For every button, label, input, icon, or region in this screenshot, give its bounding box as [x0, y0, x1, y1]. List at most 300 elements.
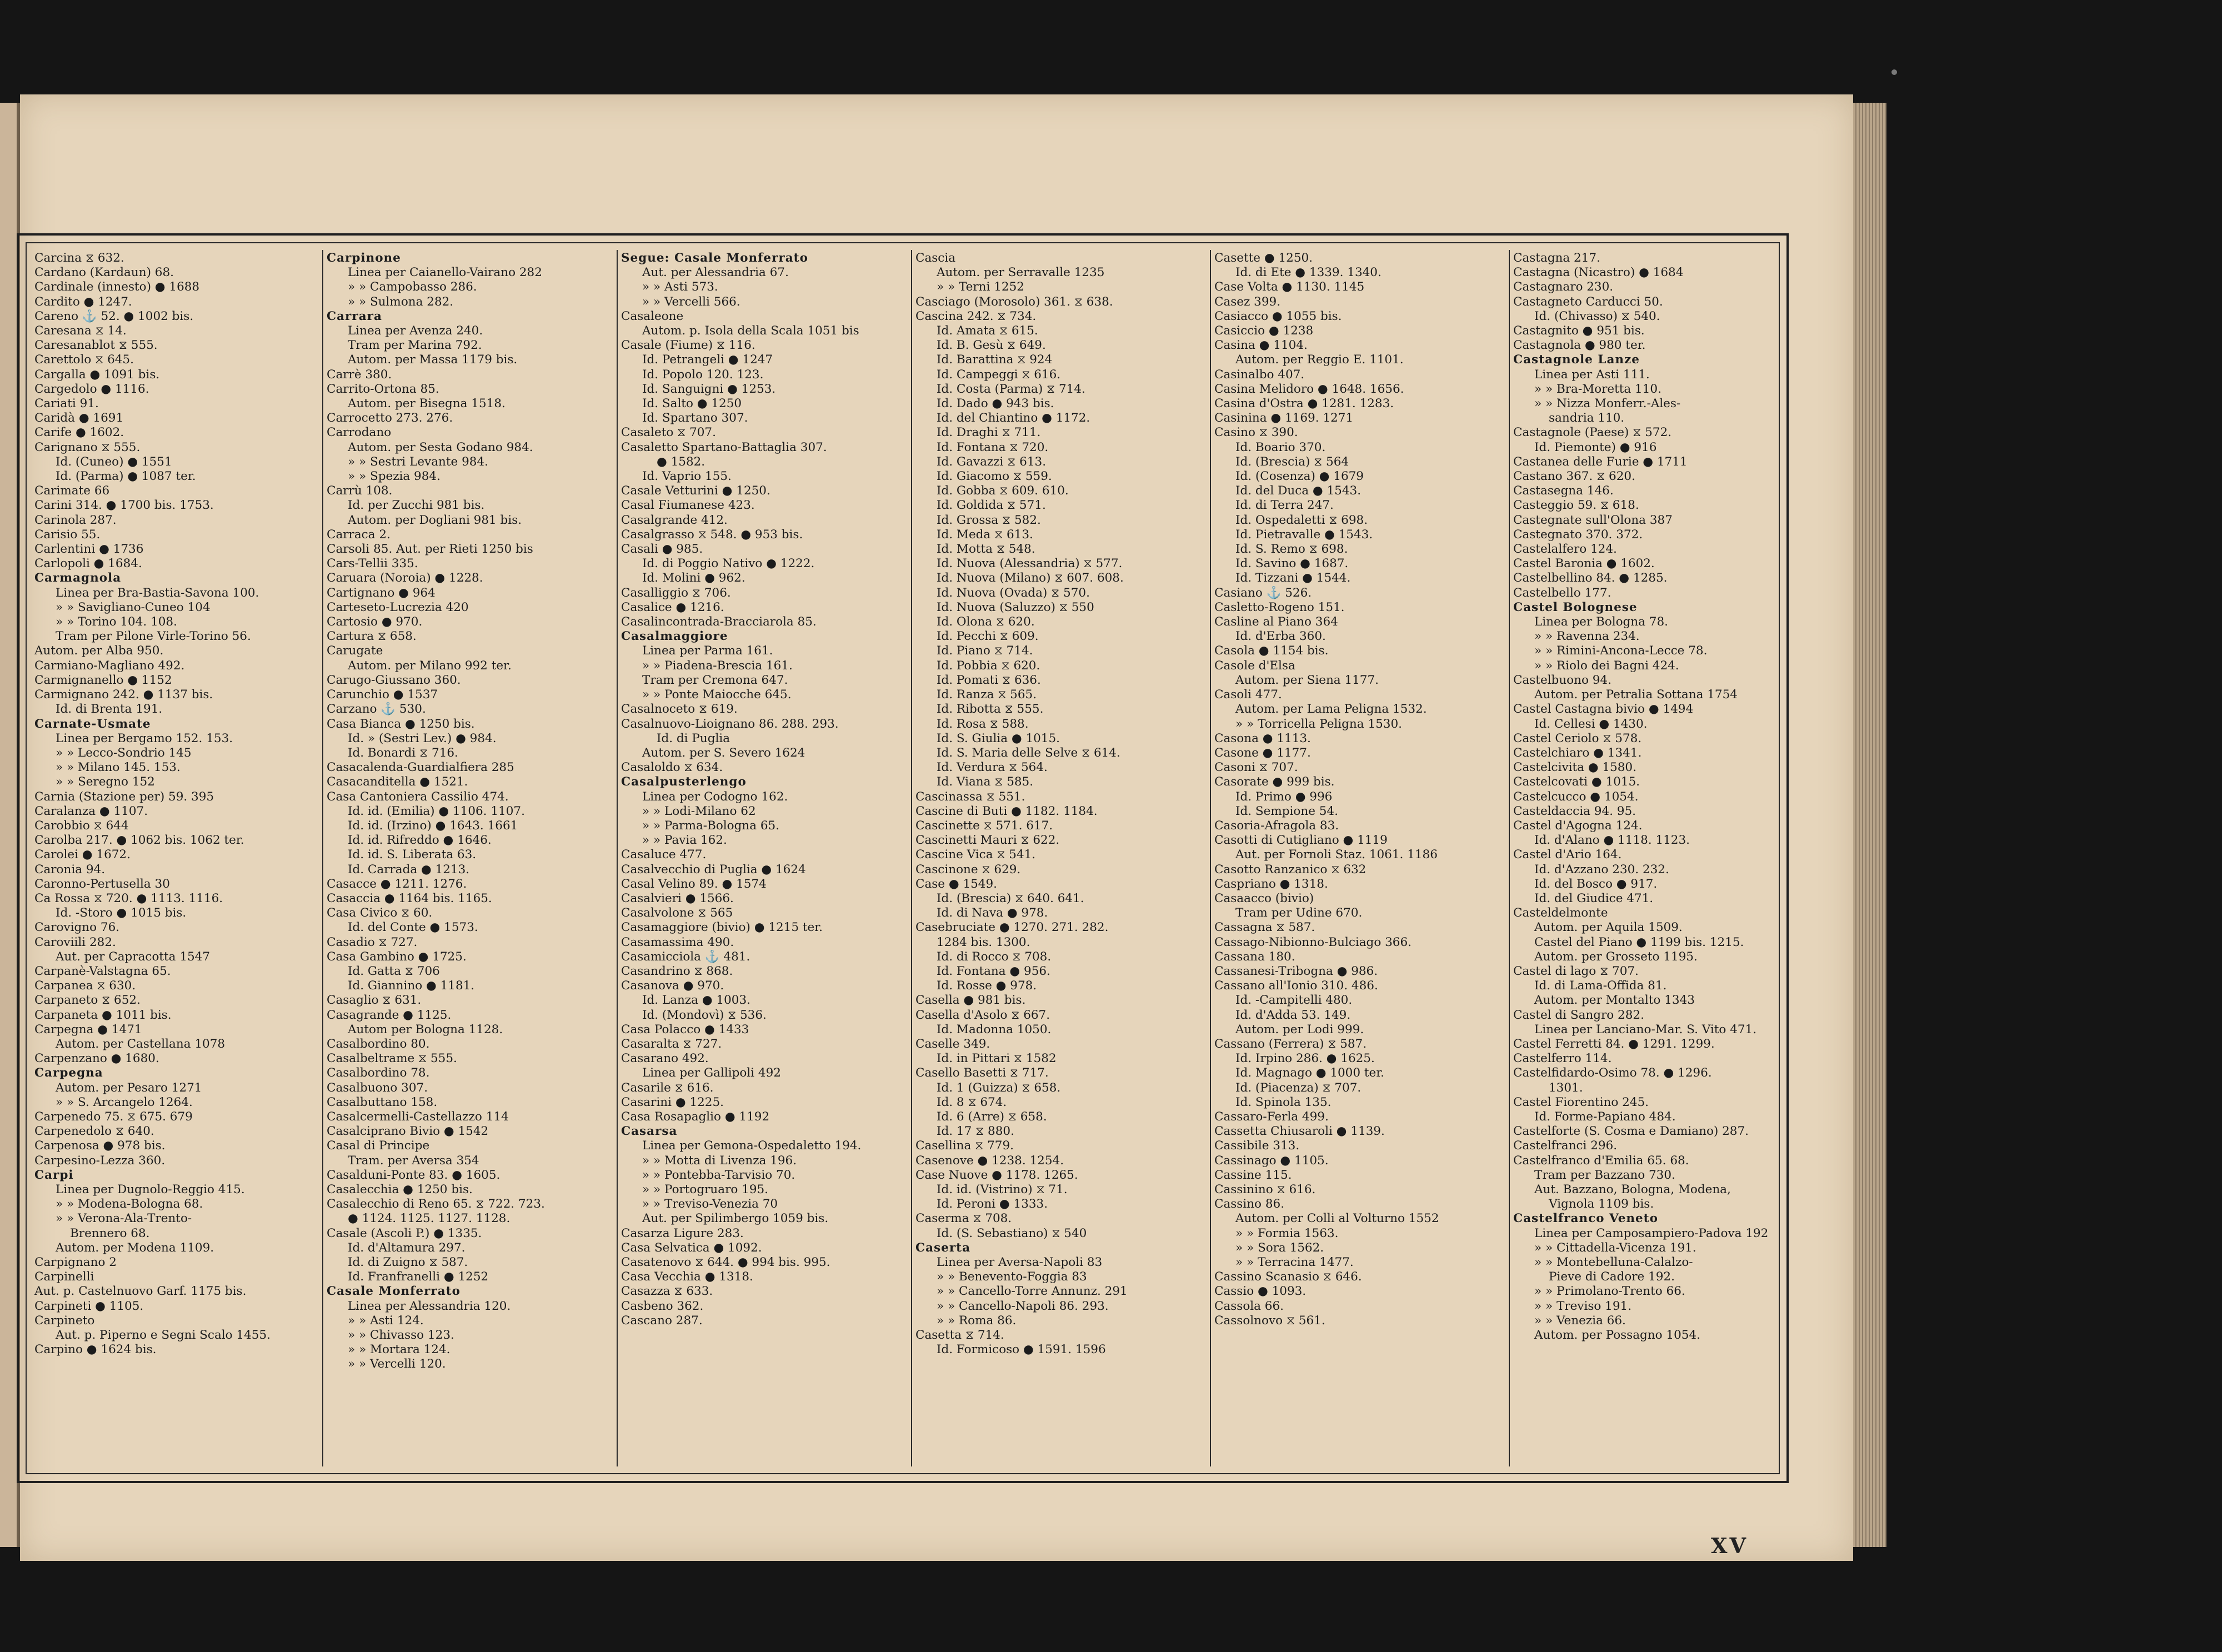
index-entry: » » Chivasso 123.	[348, 1328, 454, 1343]
index-entry: Id. (Brescia) ⧖ 564	[1235, 454, 1349, 469]
index-entry: » » Cittadella-Vicenza 191.	[1534, 1240, 1696, 1255]
index-entry: Id. -Storo ● 1015 bis.	[56, 906, 187, 920]
index-entry: Id. Pecchi ⧖ 609.	[937, 629, 1039, 644]
index-heading: Segue: Casale Monferrato	[621, 251, 808, 265]
index-entry: Casoria-Afragola 83.	[1214, 818, 1339, 833]
index-entry: Autom per Bologna 1128.	[348, 1022, 503, 1037]
index-entry: Id. di Puglia	[657, 731, 730, 745]
index-entry: Carugo-Giussano 360.	[327, 673, 461, 687]
index-entry: Id. Nuova (Saluzzo) ⧖ 550	[937, 600, 1094, 614]
index-entry: Cargalla ● 1091 bis.	[34, 367, 160, 382]
index-entry: Castagnola ● 980 ter.	[1513, 338, 1646, 353]
index-entry: Casiano ⚓ 526.	[1214, 585, 1312, 600]
index-entry: » » Pavia 162.	[642, 833, 727, 848]
index-entry: Cassetta Chiusaroli ● 1139.	[1214, 1124, 1385, 1139]
column-divider	[322, 250, 323, 1466]
index-entry: Linea per Dugnolo-Reggio 415.	[56, 1183, 245, 1197]
index-entry: Castelfranco d'Emilia 65. 68.	[1513, 1153, 1689, 1168]
index-entry: Casinalbo 407.	[1214, 367, 1305, 382]
index-entry: Linea per Caianello-Vairano 282	[348, 266, 542, 280]
index-entry: Linea per Asti 111.	[1534, 367, 1650, 382]
index-entry: Autom. per Milano 992 ter.	[348, 658, 512, 673]
index-entry: Autom. per Lama Peligna 1532.	[1235, 702, 1427, 717]
index-entry: Carobbio ⧖ 644	[34, 818, 129, 833]
index-heading: Castelfranco Veneto	[1513, 1212, 1658, 1226]
index-entry: Casale (Fiume) ⧖ 116.	[621, 338, 755, 353]
index-entry: Cascina 242. ⧖ 734.	[915, 309, 1037, 323]
index-entry: » » Verona-Ala-Trento-	[56, 1212, 192, 1226]
index-entry: Id. Goldida ⧖ 571.	[937, 498, 1046, 513]
index-entry: Castel d'Agogna 124.	[1513, 818, 1643, 833]
index-entry: Carinola 287.	[34, 513, 117, 527]
index-entry: Cassinino ⧖ 616.	[1214, 1183, 1316, 1197]
index-entry: Autom. per Colli al Volturno 1552	[1235, 1212, 1439, 1226]
index-entry: Autom. per Alba 950.	[34, 644, 164, 658]
index-entry: » » Cancello-Napoli 86. 293.	[937, 1299, 1109, 1313]
index-entry: » » Campobasso 286.	[348, 280, 477, 294]
index-entry: Id. Madonna 1050.	[937, 1022, 1052, 1037]
index-entry: Tram per Udine 670.	[1235, 906, 1363, 920]
index-entry: Casalice ● 1216.	[621, 600, 724, 614]
index-entry: Castelfranci 296.	[1513, 1139, 1618, 1153]
index-entry: Id. Motta ⧖ 548.	[937, 542, 1035, 557]
index-entry: Linea per Bra-Bastia-Savona 100.	[56, 585, 259, 600]
index-entry: Id. Peroni ● 1333.	[937, 1197, 1048, 1212]
index-entry: Casalbuttano 158.	[327, 1095, 438, 1109]
index-entry: Autom. per Massa 1179 bis.	[348, 353, 518, 367]
index-entry: » » Sora 1562.	[1235, 1240, 1324, 1255]
index-entry: Carugate	[327, 644, 383, 658]
index-entry: Casal di Principe	[327, 1139, 430, 1153]
index-entry: » » Terni 1252	[937, 280, 1024, 294]
index-entry: Cascano 287.	[621, 1313, 703, 1328]
index-entry: Carpesino-Lezza 360.	[34, 1153, 166, 1168]
index-entry: Id. (Chivasso) ⧖ 540.	[1534, 309, 1660, 323]
index-heading: Carpinone	[327, 251, 401, 265]
index-entry: Carpegna ● 1471	[34, 1022, 142, 1037]
index-entry: Autom. per Serravalle 1235	[937, 266, 1105, 280]
index-entry: Casaccia ● 1164 bis. 1165.	[327, 891, 492, 905]
index-entry: Id. Cellesi ● 1430.	[1534, 717, 1648, 731]
index-entry: Tram per Cremona 647.	[642, 673, 788, 687]
index-entry: Castelcucco ● 1054.	[1513, 789, 1639, 804]
index-heading: Carnate-Usmate	[34, 717, 151, 731]
index-entry: Caresanablot ⧖ 555.	[34, 338, 158, 353]
index-entry: » » Primolano-Trento 66.	[1534, 1284, 1685, 1299]
index-entry: Carrocetto 273. 276.	[327, 411, 453, 425]
index-entry: » » S. Arcangelo 1264.	[56, 1095, 193, 1109]
index-entry: Casteldelmonte	[1513, 906, 1608, 920]
index-entry: Casamaggiore (bivio) ● 1215 ter.	[621, 920, 823, 935]
index-entry: Cartosio ● 970.	[327, 615, 423, 629]
index-column-6	[1513, 251, 1774, 1468]
index-entry: Id. Meda ⧖ 613.	[937, 527, 1033, 542]
index-entry: Casebruciate ● 1270. 271. 282.	[915, 920, 1109, 935]
index-entry: Casez 399.	[1214, 294, 1281, 309]
index-entry: Id. del Chiantino ● 1172.	[937, 411, 1090, 425]
index-entry: Casale (Ascoli P.) ● 1335.	[327, 1226, 482, 1240]
index-entry: Linea per Bologna 78.	[1534, 615, 1668, 629]
index-entry: » » Torricella Peligna 1530.	[1235, 717, 1402, 731]
index-entry: Cassanesi-Tribogna ● 986.	[1214, 964, 1378, 978]
index-entry: » » Riolo dei Bagni 424.	[1534, 658, 1679, 673]
index-entry: Cassio ● 1093.	[1214, 1284, 1307, 1299]
index-column-1	[34, 251, 318, 1468]
index-entry: Carpineti ● 1105.	[34, 1299, 144, 1313]
index-entry: » » Asti 124.	[348, 1313, 424, 1328]
index-entry: Casaletto Spartano-Battaglia 307.	[621, 440, 827, 454]
index-entry: » » Sestri Levante 984.	[348, 454, 488, 469]
index-entry: » » Asti 573.	[642, 280, 718, 294]
index-entry: Id. Pobbia ⧖ 620.	[937, 658, 1040, 673]
page-number: XV	[1711, 1533, 1748, 1558]
index-entry: Carignano ⧖ 555.	[34, 440, 141, 454]
index-entry: Casale Vetturini ● 1250.	[621, 484, 770, 498]
index-entry: Id. Bonardi ⧖ 716.	[348, 745, 458, 760]
index-entry: Casalbeltrame ⧖ 555.	[327, 1052, 457, 1066]
index-entry: Castel Ferretti 84. ● 1291. 1299.	[1513, 1037, 1715, 1051]
index-entry: » » Portogruaro 195.	[642, 1183, 769, 1197]
index-entry: Carpinelli	[34, 1270, 94, 1284]
index-entry: Casotti di Cutigliano ● 1119	[1214, 833, 1388, 848]
index-heading: Casarsa	[621, 1124, 678, 1139]
index-entry: Carpignano 2	[34, 1255, 117, 1270]
index-entry: » » Rimini-Ancona-Lecce 78.	[1534, 644, 1708, 658]
index-entry: Castelbuono 94.	[1513, 673, 1612, 687]
index-heading: Casalmaggiore	[621, 629, 728, 644]
index-entry: Castel Castagna bivio ● 1494	[1513, 702, 1694, 717]
index-entry: » » Vercelli 566.	[642, 294, 740, 309]
index-entry: Id. (Parma) ● 1087 ter.	[56, 469, 196, 484]
index-entry: Autom. per Bisegna 1518.	[348, 397, 506, 411]
index-entry: Id. di Rocco ⧖ 708.	[937, 949, 1052, 964]
index-entry: Casalduni-Ponte 83. ● 1605.	[327, 1168, 501, 1182]
index-entry: Id. in Pittari ⧖ 1582	[937, 1052, 1057, 1066]
index-entry: Linea per Camposampiero-Padova 192	[1534, 1226, 1769, 1240]
index-entry: Castagna 217.	[1513, 251, 1600, 265]
index-entry: Casaleto ⧖ 707.	[621, 425, 716, 440]
index-heading: Caserta	[915, 1240, 971, 1255]
index-entry: Carpino ● 1624 bis.	[34, 1343, 157, 1357]
index-entry: Id. Gobba ⧖ 609. 610.	[937, 484, 1069, 498]
index-entry: Id. 8 ⧖ 674.	[937, 1095, 1007, 1109]
index-column-4	[915, 251, 1204, 1468]
index-entry: Id. Molini ● 962.	[642, 571, 745, 585]
index-entry: Id. » (Sestri Lev.) ● 984.	[348, 731, 497, 745]
index-entry: Id. di Terra 247.	[1235, 498, 1334, 513]
index-entry: Castelferro 114.	[1513, 1052, 1612, 1066]
index-entry: sandria 110.	[1549, 411, 1625, 425]
index-entry: Casal Fiumanese 423.	[621, 498, 755, 513]
index-entry: Cassagna ⧖ 587.	[1214, 920, 1315, 935]
index-entry: Casalcermelli-Castellazzo 114	[327, 1109, 509, 1124]
index-entry: Id. di Zuigno ⧖ 587.	[348, 1255, 468, 1270]
index-entry: Id. Olona ⧖ 620.	[937, 615, 1035, 629]
index-entry: Id. Pietravalle ● 1543.	[1235, 527, 1373, 542]
index-entry: Casalbuono 307.	[327, 1080, 428, 1095]
index-entry: Castegnato 370. 372.	[1513, 527, 1643, 542]
index-entry: » » Milano 145. 153.	[56, 760, 181, 775]
index-entry: Cascia	[915, 251, 956, 265]
index-entry: Id. di Nava ● 978.	[937, 906, 1048, 920]
index-entry: Autom. per Dogliani 981 bis.	[348, 513, 522, 527]
index-entry: Cardinale (innesto) ● 1688	[34, 280, 200, 294]
index-entry: Castano 367. ⧖ 620.	[1513, 469, 1635, 484]
index-entry: Castel Fiorentino 245.	[1513, 1095, 1649, 1109]
index-entry: Casaloldo ⧖ 634.	[621, 760, 723, 775]
index-entry: Caruara (Noroia) ● 1228.	[327, 571, 483, 585]
index-entry: Carmiano-Magliano 492.	[34, 658, 185, 673]
index-entry: Casalliggio ⧖ 706.	[621, 585, 731, 600]
index-entry: Id. d'Alano ● 1118. 1123.	[1534, 833, 1690, 848]
index-entry: Casone ● 1177.	[1214, 745, 1311, 760]
index-entry: Casino ⧖ 390.	[1214, 425, 1298, 440]
index-entry: Casteggio 59. ⧖ 618.	[1513, 498, 1639, 513]
index-entry: Casarano 492.	[621, 1052, 709, 1066]
index-entry: Id. Primo ● 996	[1235, 789, 1333, 804]
index-heading: Carrara	[327, 309, 382, 323]
index-entry: Casalciprano Bivio ● 1542	[327, 1124, 489, 1139]
index-entry: Autom. per Sesta Godano 984.	[348, 440, 533, 454]
index-entry: Cassano (Ferrera) ⧖ 587.	[1214, 1037, 1367, 1051]
index-entry: Careno ⚓ 52. ● 1002 bis.	[34, 309, 194, 323]
index-entry: Cartignano ● 964	[327, 585, 436, 600]
index-entry: Casinina ● 1169. 1271	[1214, 411, 1354, 425]
index-entry: Cascine di Buti ● 1182. 1184.	[915, 804, 1098, 818]
index-table-frame	[17, 233, 1789, 1483]
index-entry: Casarini ● 1225.	[621, 1095, 724, 1109]
index-entry: Casaglio ⧖ 631.	[327, 993, 422, 1008]
index-entry: Id. Rosa ⧖ 588.	[937, 717, 1029, 731]
index-entry: Carrè 380.	[327, 367, 392, 382]
index-entry: Cascine Vica ⧖ 541.	[915, 848, 1036, 862]
index-entry: Autom. p. Isola della Scala 1051 bis	[642, 324, 859, 338]
index-entry: Casalecchia ● 1250 bis.	[327, 1183, 473, 1197]
index-table	[26, 242, 1780, 1474]
index-entry: Id. d'Erba 360.	[1235, 629, 1326, 644]
index-entry: Pieve di Cadore 192.	[1549, 1270, 1675, 1284]
index-entry: Casaluce 477.	[621, 848, 707, 862]
index-entry: Id. Carrada ● 1213.	[348, 862, 470, 877]
index-entry: Id. Ospedaletti ⧖ 698.	[1235, 513, 1368, 527]
index-entry: Id. 17 ⧖ 880.	[937, 1124, 1014, 1139]
index-entry: Caselle 349.	[915, 1037, 990, 1051]
index-heading: Castel Bolognese	[1513, 600, 1638, 614]
index-column-2	[327, 251, 611, 1468]
index-entry: Id. id. S. Liberata 63.	[348, 848, 477, 862]
index-entry: Casatenovo ⧖ 644. ● 994 bis. 995.	[621, 1255, 830, 1270]
index-entry: Id. Sanguigni ● 1253.	[642, 382, 776, 396]
index-entry: Id. (Mondovì) ⧖ 536.	[642, 1008, 767, 1022]
index-entry: Id. S. Giulia ● 1015.	[937, 731, 1060, 745]
index-entry: Id. Magnago ● 1000 ter.	[1235, 1066, 1384, 1080]
column-divider	[617, 250, 618, 1466]
index-entry: » » Ravenna 234.	[1534, 629, 1640, 644]
index-entry: Id. Dado ● 943 bis.	[937, 397, 1054, 411]
index-entry: Castelcivita ● 1580.	[1513, 760, 1637, 775]
index-entry: Case ● 1549.	[915, 877, 998, 891]
index-entry: » » Pontebba-Tarvisio 70.	[642, 1168, 795, 1182]
index-entry: Id. Barattina ⧖ 924	[937, 353, 1053, 367]
index-entry: Cascinette ⧖ 571. 617.	[915, 818, 1053, 833]
index-entry: Id. Gavazzi ⧖ 613.	[937, 454, 1047, 469]
column-divider	[1509, 250, 1510, 1466]
index-entry: Castelfidardo-Osimo 78. ● 1296.	[1513, 1066, 1712, 1080]
index-entry: Caronno-Pertusella 30	[34, 877, 170, 891]
index-entry: Id. Gatta ⧖ 706	[348, 964, 440, 978]
index-entry: Id. Salto ● 1250	[642, 397, 742, 411]
index-entry: Id. di Poggio Nativo ● 1222.	[642, 557, 815, 571]
column-divider	[911, 250, 912, 1466]
index-entry: Id. Grossa ⧖ 582.	[937, 513, 1041, 527]
index-heading: Carmagnola	[34, 571, 122, 585]
index-entry: Cassaro-Ferla 499.	[1214, 1109, 1329, 1124]
index-entry: » » Lecco-Sondrio 145	[56, 745, 192, 760]
index-entry: Carisio 55.	[34, 527, 101, 542]
index-entry: Id. Spinola 135.	[1235, 1095, 1332, 1109]
index-entry: Casalnuovo-Lioignano 86. 288. 293.	[621, 717, 839, 731]
index-entry: Id. Draghi ⧖ 711.	[937, 425, 1041, 440]
index-entry: Id. 6 (Arre) ⧖ 658.	[937, 1109, 1047, 1124]
index-entry: Castelalfero 124.	[1513, 542, 1617, 557]
dust-speck	[1891, 69, 1897, 75]
index-entry: Id. Boario 370.	[1235, 440, 1326, 454]
index-entry: Id. Piemonte) ● 916	[1534, 440, 1657, 454]
index-entry: Castel di Sangro 282.	[1513, 1008, 1644, 1022]
index-entry: Casacce ● 1211. 1276.	[327, 877, 467, 891]
index-entry: Ca Rossa ⧖ 720. ● 1113. 1116.	[34, 891, 223, 905]
index-entry: » » Roma 86.	[937, 1313, 1017, 1328]
index-entry: Brennero 68.	[70, 1226, 150, 1240]
index-entry: Casteldaccia 94. 95.	[1513, 804, 1636, 818]
index-entry: Casette ● 1250.	[1214, 251, 1313, 265]
index-entry: Casbeno 362.	[621, 1299, 704, 1313]
index-entry: Cariati 91.	[34, 397, 99, 411]
index-entry: Tram per Pilone Virle-Torino 56.	[56, 629, 251, 644]
index-entry: Casamicciola ⚓ 481.	[621, 949, 750, 964]
index-entry: Casello Basetti ⧖ 717.	[915, 1066, 1049, 1080]
index-entry: Castagnaro 230.	[1513, 280, 1614, 294]
index-entry: Carovigno 76.	[34, 920, 120, 935]
index-entry: Casina Melidoro ● 1648. 1656.	[1214, 382, 1404, 396]
index-entry: Id. Giacomo ⧖ 559.	[937, 469, 1052, 484]
index-entry: Id. Savino ● 1687.	[1235, 557, 1349, 571]
index-entry: Cassibile 313.	[1214, 1139, 1300, 1153]
index-heading: Casalpusterlengo	[621, 775, 747, 789]
index-entry: Casa Civico ⧖ 60.	[327, 906, 433, 920]
index-entry: Casalbordino 80.	[327, 1037, 430, 1051]
index-entry: Carcina ⧖ 632.	[34, 251, 124, 265]
index-entry: Id. del Conte ● 1573.	[348, 920, 478, 935]
index-entry: Casacanditella ● 1521.	[327, 775, 468, 789]
index-entry: Carteseto-Lucrezia 420	[327, 600, 469, 614]
index-entry: » » Motta di Livenza 196.	[642, 1153, 797, 1168]
index-entry: Carini 314. ● 1700 bis. 1753.	[34, 498, 214, 513]
index-entry: Carsoli 85. Aut. per Rieti 1250 bis	[327, 542, 533, 557]
index-entry: Id. del Duca ● 1543.	[1235, 484, 1362, 498]
index-entry: Caspriano ● 1318.	[1214, 877, 1328, 891]
index-entry: Casanova ● 970.	[621, 979, 724, 993]
index-entry: Carpaneto ⧖ 652.	[34, 993, 141, 1008]
index-entry: Carrù 108.	[327, 484, 393, 498]
index-entry: Id. (Brescia) ⧖ 640. 641.	[937, 891, 1084, 905]
index-entry: Casalnoceto ⧖ 619.	[621, 702, 738, 717]
index-entry: Casa Polacco ● 1433	[621, 1022, 749, 1037]
index-entry: Carzano ⚓ 530.	[327, 702, 426, 717]
index-entry: Carpenedo 75. ⧖ 675. 679	[34, 1109, 193, 1124]
index-entry: Cars-Tellii 335.	[327, 557, 418, 571]
index-entry: Casalgrasso ⧖ 548. ● 953 bis.	[621, 527, 803, 542]
index-entry: Cardano (Kardaun) 68.	[34, 266, 174, 280]
index-entry: » » Terracina 1477.	[1235, 1255, 1354, 1270]
index-entry: Casiccio ● 1238	[1214, 324, 1314, 338]
index-entry: Castagneto Carducci 50.	[1513, 294, 1663, 309]
index-entry: Castel di lago ⧖ 707.	[1513, 964, 1639, 978]
index-entry: Cassana 180.	[1214, 949, 1295, 964]
index-entry: Caroviili 282.	[34, 935, 116, 949]
index-entry: Casorate ● 999 bis.	[1214, 775, 1335, 789]
index-entry: Id. Petrangeli ● 1247	[642, 353, 773, 367]
index-entry: Autom. per S. Severo 1624	[642, 745, 805, 760]
index-entry: Cardito ● 1247.	[34, 294, 132, 309]
index-entry: Casalvecchio di Puglia ● 1624	[621, 862, 806, 877]
index-entry: Linea per Parma 161.	[642, 644, 773, 658]
index-entry: Autom. per Modena 1109.	[56, 1240, 214, 1255]
index-entry: Cascinone ⧖ 629.	[915, 862, 1021, 877]
index-entry: Id. Giannino ● 1181.	[348, 979, 475, 993]
index-entry: Casenove ● 1238. 1254.	[915, 1153, 1064, 1168]
index-entry: » » Formia 1563.	[1235, 1226, 1339, 1240]
index-entry: Id. del Bosco ● 917.	[1534, 877, 1658, 891]
index-entry: Id. Tizzani ● 1544.	[1235, 571, 1351, 585]
index-entry: Carraca 2.	[327, 527, 391, 542]
index-entry: Casal Velino 89. ● 1574	[621, 877, 767, 891]
index-entry: Aut. per Fornoli Staz. 1061. 1186	[1235, 848, 1438, 862]
index-entry: Id. (Cosenza) ● 1679	[1235, 469, 1364, 484]
index-entry: Aut. per Spilimbergo 1059 bis.	[642, 1212, 829, 1226]
index-entry: Id. id. (Emilia) ● 1106. 1107.	[348, 804, 525, 818]
index-entry: Caridà ● 1691	[34, 411, 124, 425]
index-entry: Castelbello 177.	[1513, 585, 1612, 600]
index-entry: Casandrino ⧖ 868.	[621, 964, 733, 978]
index-entry: Id. Nuova (Milano) ⧖ 607. 608.	[937, 571, 1124, 585]
index-entry: Caresana ⧖ 14.	[34, 324, 127, 338]
index-entry: Vignola 1109 bis.	[1549, 1197, 1654, 1212]
index-entry: Casarza Ligure 283.	[621, 1226, 744, 1240]
index-entry: Castagna (Nicastro) ● 1684	[1513, 266, 1684, 280]
index-entry: » » Mortara 124.	[348, 1343, 451, 1357]
index-entry: ● 1582.	[657, 454, 705, 469]
index-entry: Id. S. Remo ⧖ 698.	[1235, 542, 1348, 557]
index-entry: Aut. p. Piperno e Segni Scalo 1455.	[56, 1328, 271, 1343]
index-entry: Id. Costa (Parma) ⧖ 714.	[937, 382, 1085, 396]
index-heading: Casale Monferrato	[327, 1284, 461, 1299]
index-heading: Castagnole Lanze	[1513, 353, 1640, 367]
index-entry: Id. id. Rifreddo ● 1646.	[348, 833, 492, 848]
index-entry: Cassolnovo ⧖ 561.	[1214, 1313, 1325, 1328]
index-entry: Id. Pomati ⧖ 636.	[937, 673, 1041, 687]
index-entry: Autom. per Grosseto 1195.	[1534, 949, 1698, 964]
index-entry: » » Venezia 66.	[1534, 1313, 1626, 1328]
index-entry: Casa Cantoniera Cassilio 474.	[327, 789, 509, 804]
index-entry: Casa Gambino ● 1725.	[327, 949, 467, 964]
index-entry: » » Savigliano-Cuneo 104	[56, 600, 211, 614]
index-entry: Id. d'Altamura 297.	[348, 1240, 466, 1255]
index-entry: Linea per Alessandria 120.	[348, 1299, 511, 1313]
index-entry: Caronia 94.	[34, 862, 106, 877]
index-entry: Cascinassa ⧖ 551.	[915, 789, 1025, 804]
index-entry: Id. Amata ⧖ 615.	[937, 324, 1038, 338]
